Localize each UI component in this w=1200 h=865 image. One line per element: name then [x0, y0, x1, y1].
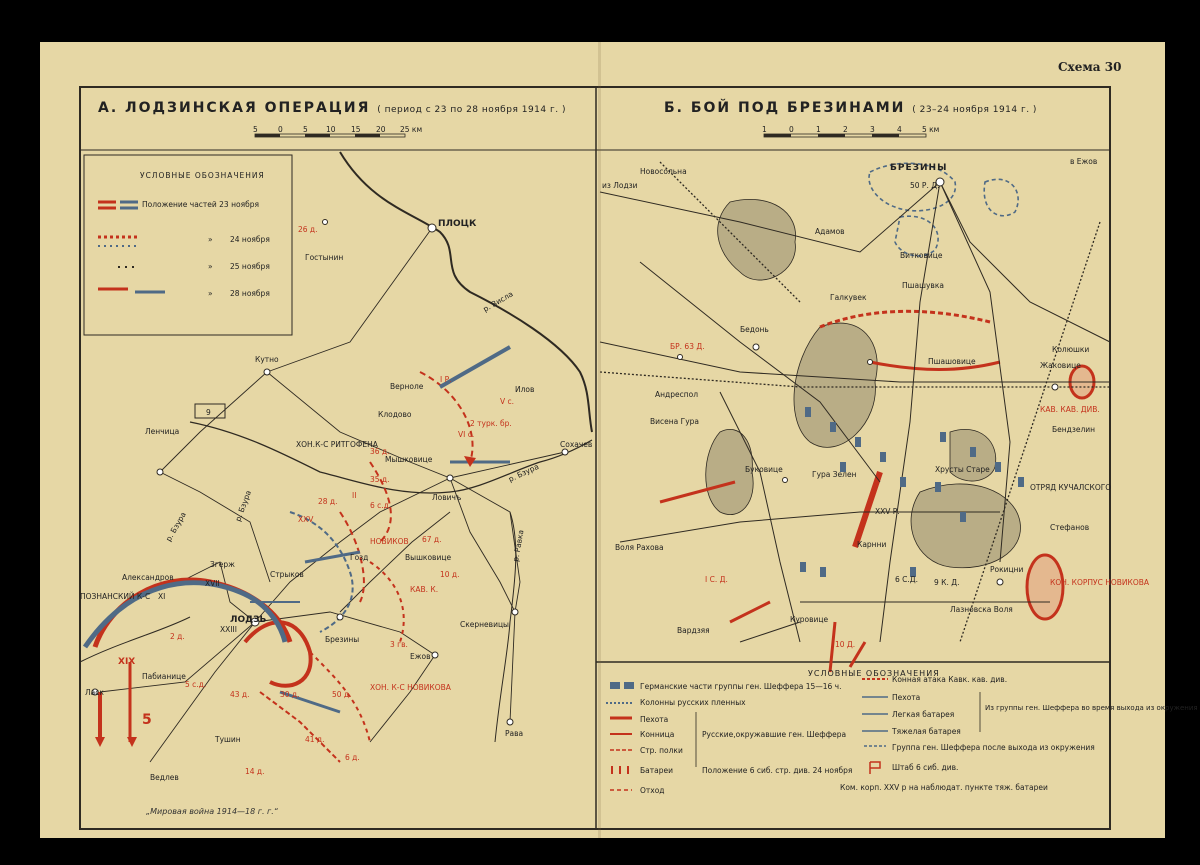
unit-10d: 10 д.: [440, 570, 460, 579]
unit-6sd-b: 6 С.Д.: [895, 575, 919, 584]
scale-b-tick-0: 1: [762, 125, 767, 134]
scale-a-tick-2: 5: [303, 125, 308, 134]
legend-a-row-2: 24 ноября: [230, 235, 270, 244]
unit-kavk-div: КАВ. КАВ. ДИВ.: [1040, 405, 1100, 414]
place-vardzyaya: Вардзяя: [677, 626, 710, 635]
legend-b-left-group1: Русские,окружавшие ген. Шеффера: [702, 730, 847, 739]
map-a: [80, 152, 592, 782]
scale-b-ticks: [762, 125, 939, 134]
legend-b-title: УСЛОВНЫЕ ОБОЗНАЧЕНИЯ: [808, 669, 940, 678]
place-volya-rakhova: Воля Рахова: [615, 543, 664, 552]
unit-26d: 26 д.: [298, 225, 318, 234]
unit-rittgofen: ХОН.К-С РИТГОФЕНА: [296, 440, 378, 449]
legend-b-right-0: Конная атака Кавк. кав. див.: [892, 675, 1008, 684]
scale-b-tick-1: 0: [789, 125, 794, 134]
scale-b-tick-5: 4: [897, 125, 902, 134]
map-b-subtitle: ( 23–24 ноября 1914 г. ): [912, 105, 1037, 115]
place-lovich: Ловичъ: [432, 493, 462, 502]
place-kolyushki: Колюшки: [1052, 345, 1090, 354]
river-vistula-label: р. Висла: [481, 289, 515, 314]
place-vernole: Верноле: [390, 382, 424, 391]
legend-b-left-6: Отход: [640, 786, 665, 795]
legend-a-title: УСЛОВНЫЕ ОБОЗНАЧЕНИЯ: [140, 171, 265, 180]
place-breziny: Брезины: [325, 635, 360, 644]
unit-5: 5: [142, 712, 152, 728]
place-vyshkovice: Вышковице: [405, 553, 452, 562]
place-rokicni: Рокицни: [990, 565, 1024, 574]
place-sochachev: Сохачев: [560, 440, 593, 449]
unit-30d: 30 д.: [280, 690, 300, 699]
german-blue-b: [869, 163, 1018, 256]
unit-50d: 50 д.: [332, 690, 352, 699]
scale-a-tick-5: 20: [376, 125, 386, 134]
place-lodz: ЛОДЗЬ: [230, 615, 267, 625]
place-breziny-b: БРЕЗИНЫ: [890, 163, 948, 173]
unit-67d: 67 д.: [422, 535, 442, 544]
scale-bar-a: [255, 134, 405, 137]
river-bzura-label: р. Бзура: [507, 461, 541, 484]
towns-a: [92, 220, 568, 726]
legend-b-left-3: Конница: [640, 730, 675, 739]
map-a-title-text: А. ЛОДЗИНСКАЯ ОПЕРАЦИЯ: [98, 100, 371, 116]
unit-5sd: 5 с.д.: [185, 680, 207, 689]
unit-v: V с.: [500, 397, 515, 406]
unit-otryad: ОТРЯД КУЧАЛСКОГО: [1030, 483, 1112, 492]
unit-2d: 2 д.: [170, 632, 185, 641]
place-gura-zelen: Гура Зелен: [812, 470, 857, 479]
legend-a-symbols: [98, 202, 165, 292]
place-kutno: Кутно: [255, 355, 279, 364]
unit-6d: 6 д.: [345, 753, 360, 762]
map-frame-svg: [40, 42, 1198, 838]
unit-xi: XI: [158, 592, 166, 601]
river-vistula: [340, 152, 592, 432]
place-ilov: Илов: [515, 385, 535, 394]
unit-br63d: БР. 63 Д.: [670, 342, 705, 351]
legend-b-left-4: Стр. полки: [640, 746, 683, 755]
legend-a-ditto-1: »: [208, 235, 213, 244]
unit-ii: II: [352, 491, 357, 500]
place-lenchica: Ленчица: [145, 427, 180, 436]
german-positions-a: [85, 347, 510, 712]
place-pshashuvka: Пшашувка: [902, 281, 944, 290]
place-karnni: Карнни: [857, 540, 887, 549]
place-visena-gura: Висена Гура: [650, 417, 700, 426]
place-klodovo: Клодово: [378, 410, 412, 419]
place-lask: Ласк: [85, 688, 104, 697]
place-skernevicy: Скерневицы: [460, 620, 509, 629]
map-b: [600, 157, 1150, 672]
place-laznovska: Лазновска Воля: [950, 605, 1013, 614]
unit-xvii: XVII: [205, 579, 220, 588]
map-a-title: [98, 100, 566, 116]
unit-10d-b: 10 Д.: [835, 640, 856, 649]
scale-bar-b: [764, 134, 926, 137]
place-novosolna: Новосольна: [640, 167, 687, 176]
place-stefanov: Стефанов: [1050, 523, 1090, 532]
map-b-title-text: Б. БОЙ ПОД БРЕЗИНАМИ: [664, 100, 906, 116]
scale-a-tick-4: 15: [351, 125, 361, 134]
legend-a-row-3: 25 ноября: [230, 262, 270, 271]
unit-novikov: НОВИКОВ: [370, 537, 409, 546]
legend-a-box: [84, 155, 292, 335]
scale-a-tick-1: 0: [278, 125, 283, 134]
river-bzura-label-3: р. Бзура: [163, 510, 188, 543]
place-aleksandrov: Александров: [122, 573, 174, 582]
legend-a-ditto-3: »: [208, 289, 213, 298]
river-ravka-label: р. Равка: [511, 529, 526, 563]
legend-b-right-3: Тяжелая батарея: [892, 727, 961, 736]
unit-xxv: XXV: [298, 515, 314, 524]
place-zgerzh: Згерж: [210, 560, 235, 569]
legend-b-right-6: Ком. корп. XXV р на наблюдат. пункте тяж. батареи: [840, 783, 1048, 792]
scale-b-tick-4: 3: [870, 125, 875, 134]
place-bukovice: Буковице: [745, 465, 783, 474]
unit-43d: 43 д.: [230, 690, 250, 699]
legend-b-left-2: Пехота: [640, 715, 669, 724]
unit-ir: I Р.: [440, 375, 452, 384]
unit-1sd-b: I С. Д.: [705, 575, 728, 584]
place-pshashovice: Пшашовице: [928, 357, 976, 366]
place-plock: ПЛОЦК: [438, 219, 477, 229]
place-vitkovice: Витковице: [900, 251, 943, 260]
scheme-label: Схема 30: [1058, 60, 1122, 74]
legend-a-ditto-2: »: [208, 262, 213, 271]
place-gostynin: Гостынин: [305, 253, 344, 262]
place-ezhov: Ежов: [410, 652, 431, 661]
source-caption: „Мировая война 1914—18 г. г.“: [146, 807, 278, 816]
map-b-title: [664, 100, 1037, 116]
river-bzura-label-2: р. Бзура: [233, 489, 253, 523]
legend-b-right-5: Штаб 6 сиб. див.: [892, 763, 959, 772]
legend-a-row-4: 28 ноября: [230, 289, 270, 298]
unit-xxiii: XXIII: [220, 625, 237, 634]
scale-b-tick-3: 2: [843, 125, 848, 134]
map-sheet: [40, 42, 1198, 838]
unit-9: 9: [206, 408, 211, 417]
legend-b-left-0: Германские части группы ген. Шеффера 15—16 ч.: [640, 682, 842, 691]
legend-b-right-4: Группа ген. Шеффера после выхода из окружения: [892, 743, 1095, 752]
unit-41d: 41 д.: [305, 735, 325, 744]
place-gozd: Гозд: [350, 553, 369, 562]
legend-b-left-group2: Положение 6 сиб. стр. див. 24 ноября: [702, 766, 853, 775]
place-vedlev: Ведлев: [150, 773, 179, 782]
unit-novikov-corps: ХОН. К-С НОВИКОВА: [370, 683, 451, 692]
scale-b-tick-6: 5 км: [922, 125, 940, 134]
unit-xix: XIX: [118, 657, 136, 667]
place-pabianice: Пабианице: [142, 672, 186, 681]
place-andrespol: Андреспол: [655, 390, 699, 399]
unit-poznan: ПОЗНАНСКИЙ К-С: [80, 592, 151, 601]
legend-b-right-1: Пехота: [892, 693, 921, 702]
unit-50rd: 50 Р. Д.: [910, 181, 940, 190]
place-galkuvek: Галкувек: [830, 293, 867, 302]
place-zhakovice: Жаковице: [1040, 361, 1081, 370]
unit-6sd: 6 с.д.: [370, 501, 392, 510]
place-bedon: Бедонь: [740, 325, 769, 334]
scale-a-tick-0: 5: [253, 125, 258, 134]
place-v-ezhov: в Ежов: [1070, 157, 1098, 166]
unit-novikov-b: КОН. КОРПУС НОВИКОВА: [1050, 578, 1150, 587]
unit-36d: 36 д.: [370, 447, 390, 456]
scale-a-tick-3: 10: [326, 125, 336, 134]
place-myshkovice: Мышковице: [385, 455, 433, 464]
place-adamov: Адамов: [815, 227, 845, 236]
unit-9kd-b: 9 К. Д.: [934, 578, 960, 587]
unit-3gv: 3 гв.: [390, 640, 408, 649]
place-rava: Рава: [505, 729, 524, 738]
map-a-subtitle: ( период с 23 по 28 ноября 1914 г. ): [377, 105, 566, 115]
place-kurovice: Куровице: [790, 615, 829, 624]
place-strykov: Стрыков: [270, 570, 304, 579]
unit-35d: 35 д.: [370, 475, 390, 484]
legend-b-right-2: Легкая батарея: [892, 710, 955, 719]
scale-a-tick-6: 25 км: [400, 125, 423, 134]
unit-14d: 14 д.: [245, 767, 265, 776]
place-khrusty: Хрусты Старе: [935, 465, 990, 474]
legend-b-left-1: Колонны русских пленных: [640, 698, 746, 707]
unit-28d: 28 д.: [318, 497, 338, 506]
place-iz-lodzi: из Лодзи: [602, 181, 638, 190]
unit-xxv-b: XXV Р.: [875, 507, 900, 516]
unit-vi: VI с.: [458, 430, 475, 439]
place-tushin: Тушин: [215, 735, 241, 744]
unit-kav-k: КАВ. К.: [410, 585, 439, 594]
legend-b-left-5: Батареи: [640, 766, 673, 775]
unit-2turk: 2 турк. бр.: [470, 419, 512, 428]
legend-b-right-group: Из группы ген. Шеффера во время выхода из окружения: [985, 704, 1198, 712]
legend-a-row-1: Положение частей 23 ноября: [142, 200, 259, 209]
scale-b-tick-2: 1: [816, 125, 821, 134]
place-bendzelin: Бендзелин: [1052, 425, 1096, 434]
scale-a-ticks: [253, 125, 422, 134]
